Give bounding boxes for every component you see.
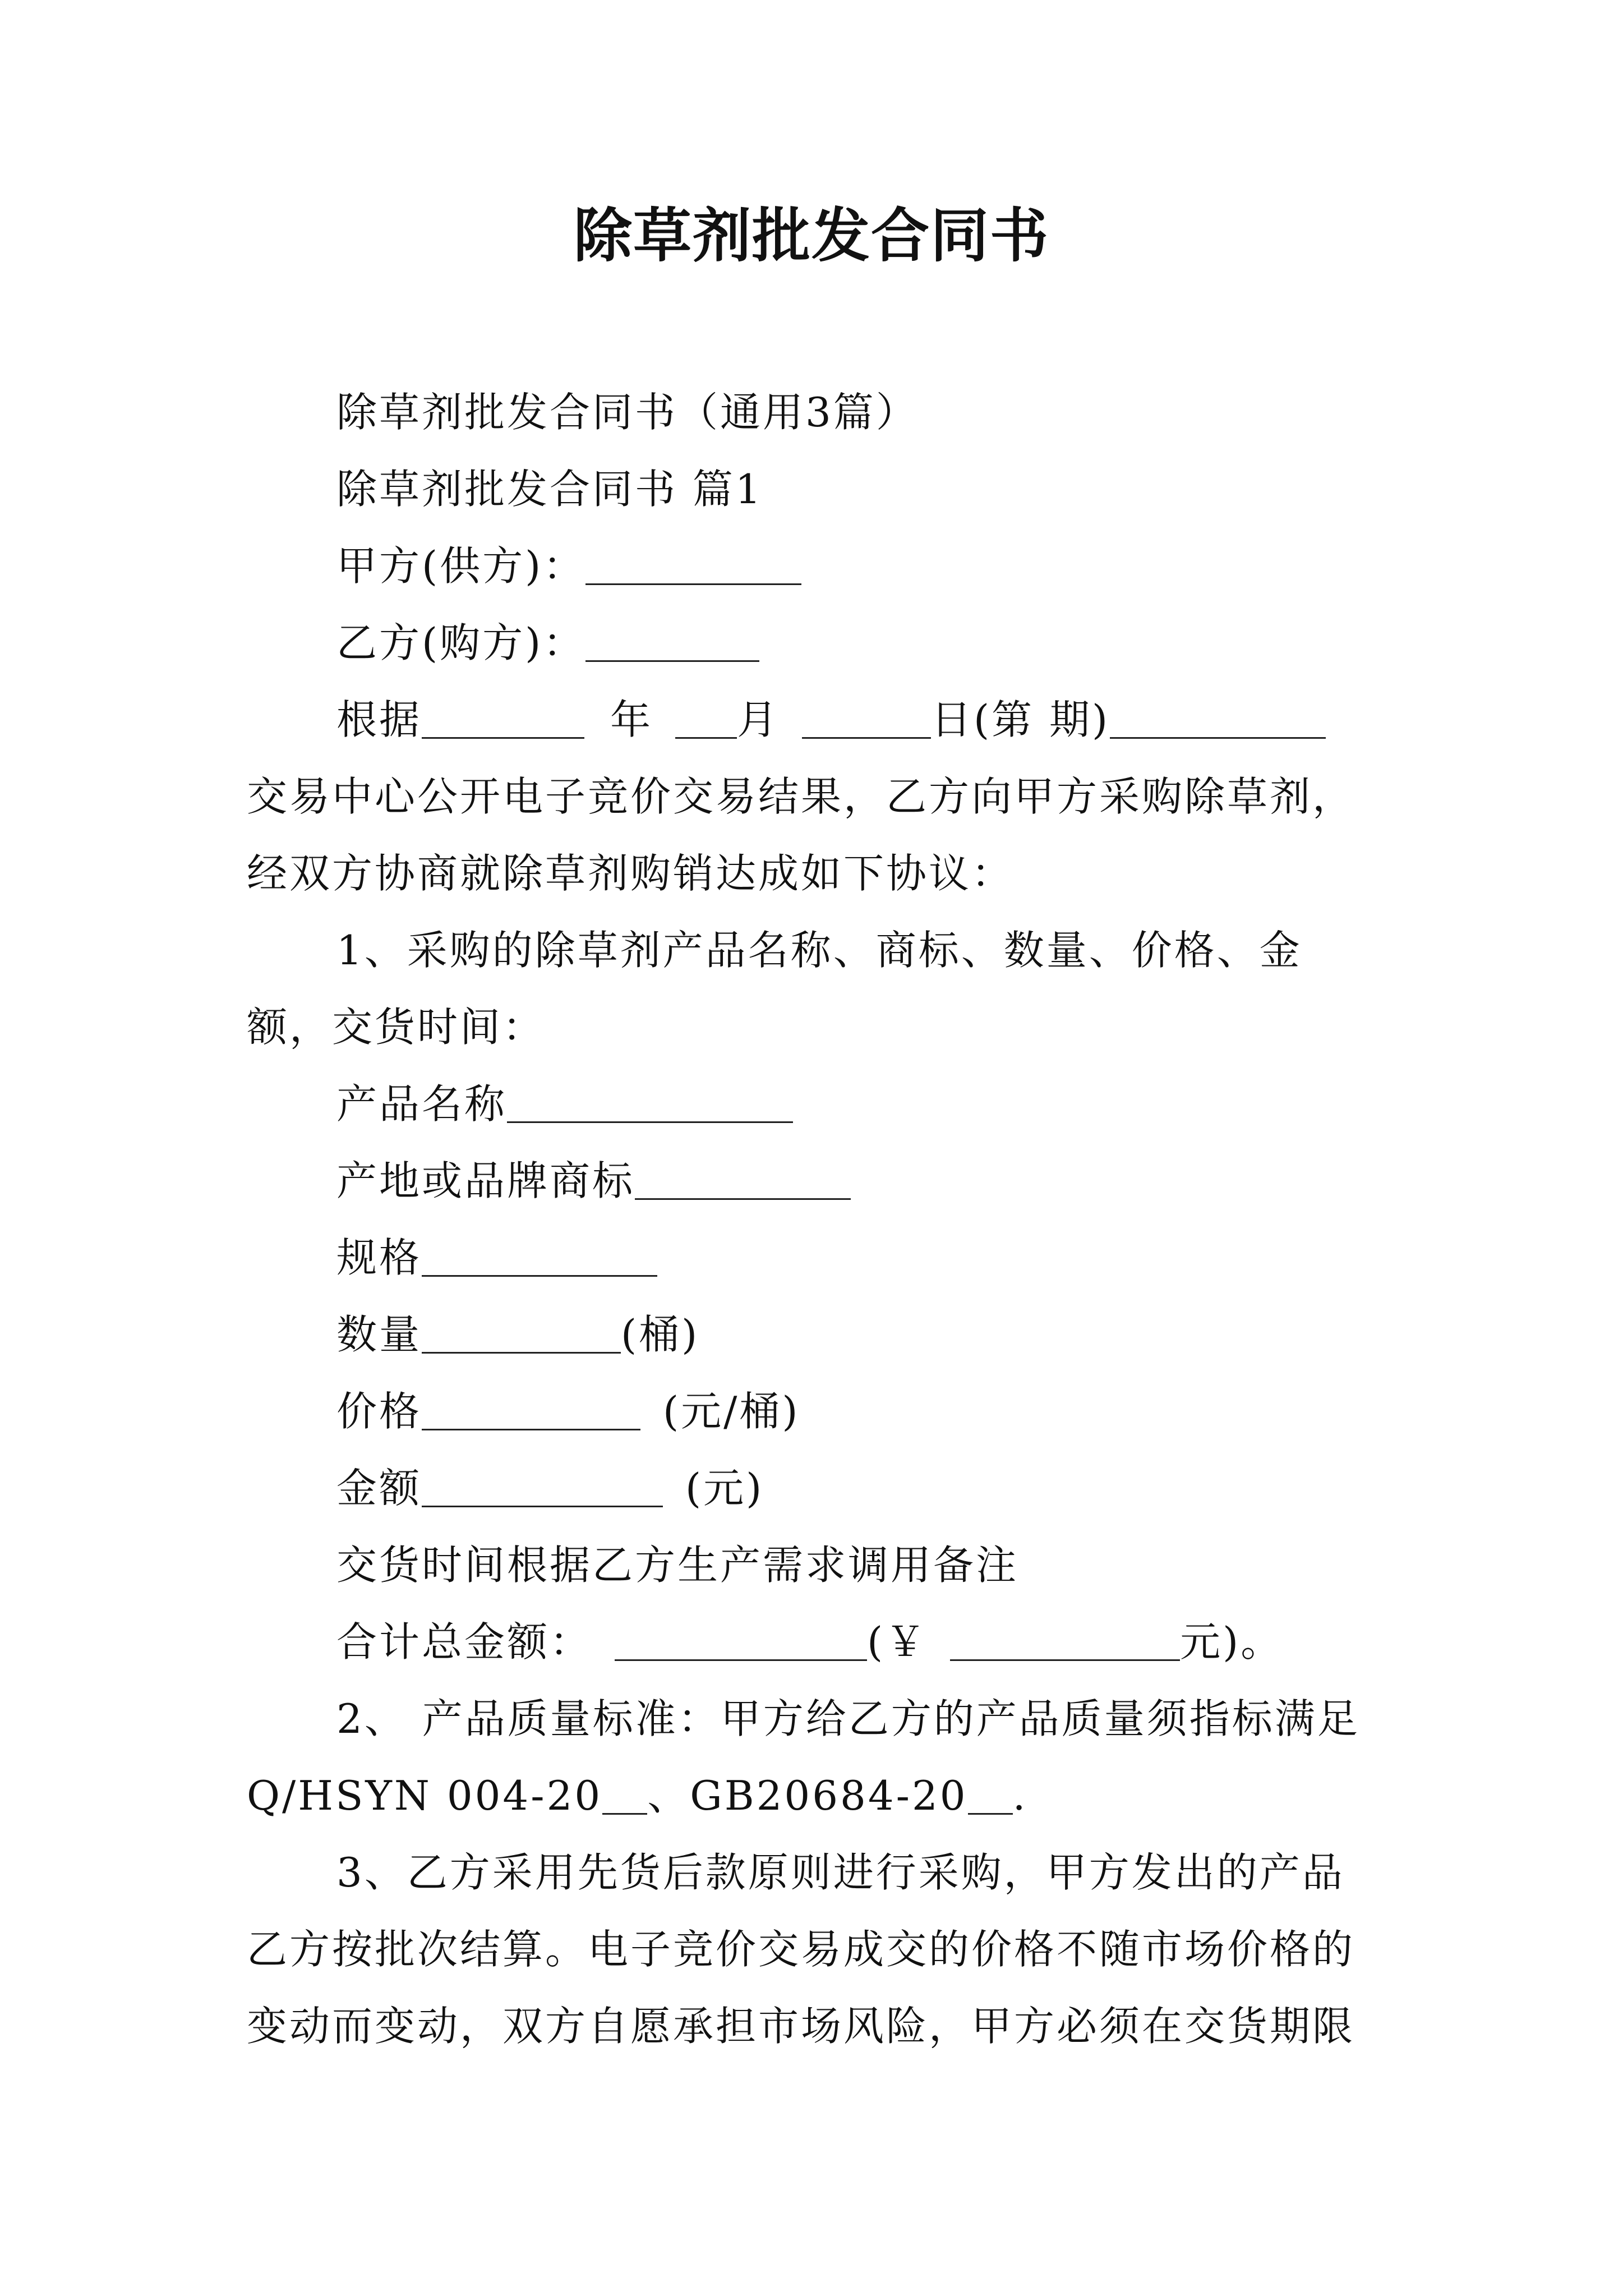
section-heading: 除草剂批发合同书 篇1 <box>336 466 763 513</box>
amount-blank <box>422 1465 663 1507</box>
clause-3: 3、乙方采用先货后款原则进行采购，甲方发出的产品乙方按批次结算。电子竞价交易成交的价格不随市场价格的变动而变动，双方自愿承担市场风险，甲方必须在交货期限 <box>247 1849 1355 2050</box>
clause-1: 1、采购的除草剂产品名称、商标、数量、价格、金额，交货时间： <box>247 927 1302 1051</box>
party-b-line <box>247 605 1385 682</box>
total-amount-unit: 元)。 <box>1180 1618 1284 1665</box>
quantity-label: 数量 <box>336 1311 422 1358</box>
standards-line <box>247 1757 1385 1834</box>
total-amount-label: 合计总金额： <box>336 1618 593 1665</box>
price-blank <box>422 1388 640 1430</box>
quantity-line <box>247 1296 1385 1373</box>
year-label: 年 <box>610 696 653 743</box>
origin-brand-blank <box>635 1158 851 1200</box>
basis-line <box>247 682 1385 758</box>
standards-end: . <box>1012 1772 1028 1819</box>
basis-label: 根据 <box>336 696 422 743</box>
delivery-time-line: 交货时间根据乙方生产需求调用备注 <box>336 1542 1019 1589</box>
basis-blank <box>422 697 584 739</box>
quantity-blank <box>422 1312 621 1354</box>
standard-2-blank <box>968 1773 1013 1815</box>
quantity-unit: (桶) <box>621 1311 700 1358</box>
party-a-label: 甲方(供方)： <box>336 542 586 590</box>
spec-label: 规格 <box>336 1234 422 1281</box>
standard-1-blank <box>602 1773 647 1815</box>
month-label: 月 <box>737 696 780 743</box>
origin-brand-label: 产地或品牌商标 <box>336 1157 635 1204</box>
total-amount-currency: (￥ <box>867 1618 928 1665</box>
party-a-line <box>247 528 1385 605</box>
price-line <box>247 1373 1385 1450</box>
party-b-blank <box>585 620 759 662</box>
amount-label: 金额 <box>336 1465 422 1512</box>
price-label: 价格 <box>336 1388 422 1435</box>
product-name-label: 产品名称 <box>336 1080 508 1128</box>
origin-brand-line <box>247 1143 1385 1220</box>
amount-line <box>247 1450 1385 1527</box>
product-name-blank <box>507 1081 793 1123</box>
standard-2: 、GB20684-20 <box>647 1772 968 1819</box>
party-b-label: 乙方(购方)： <box>336 619 586 666</box>
total-amount-figure-blank <box>950 1619 1180 1661</box>
amount-unit: (元) <box>685 1465 764 1512</box>
spec-blank <box>422 1235 657 1277</box>
total-amount-blank <box>615 1619 867 1661</box>
day-label: 日(第 期) <box>931 696 1110 743</box>
spec-line <box>247 1220 1385 1296</box>
standard-1: Q/HSYN 004-20 <box>247 1772 603 1819</box>
total-amount-line <box>247 1604 1385 1681</box>
basis-paragraph: 交易中心公开电子竞价交易结果，乙方向甲方采购除草剂，经双方协商就除草剂购销达成如下协议： <box>247 773 1355 897</box>
product-name-line <box>247 1066 1385 1143</box>
document-title: 除草剂批发合同书 <box>573 201 1049 270</box>
month-blank <box>675 697 737 739</box>
day-blank <box>802 697 931 739</box>
price-unit: (元/桶) <box>663 1388 800 1435</box>
clause-2: 2、 产品质量标准：甲方给乙方的产品质量须指标满足 <box>336 1695 1360 1742</box>
document-subtitle: 除草剂批发合同书（通用3篇） <box>336 389 919 436</box>
center-blank <box>1110 697 1326 739</box>
document-body <box>247 374 1385 2065</box>
party-a-blank <box>585 543 801 585</box>
